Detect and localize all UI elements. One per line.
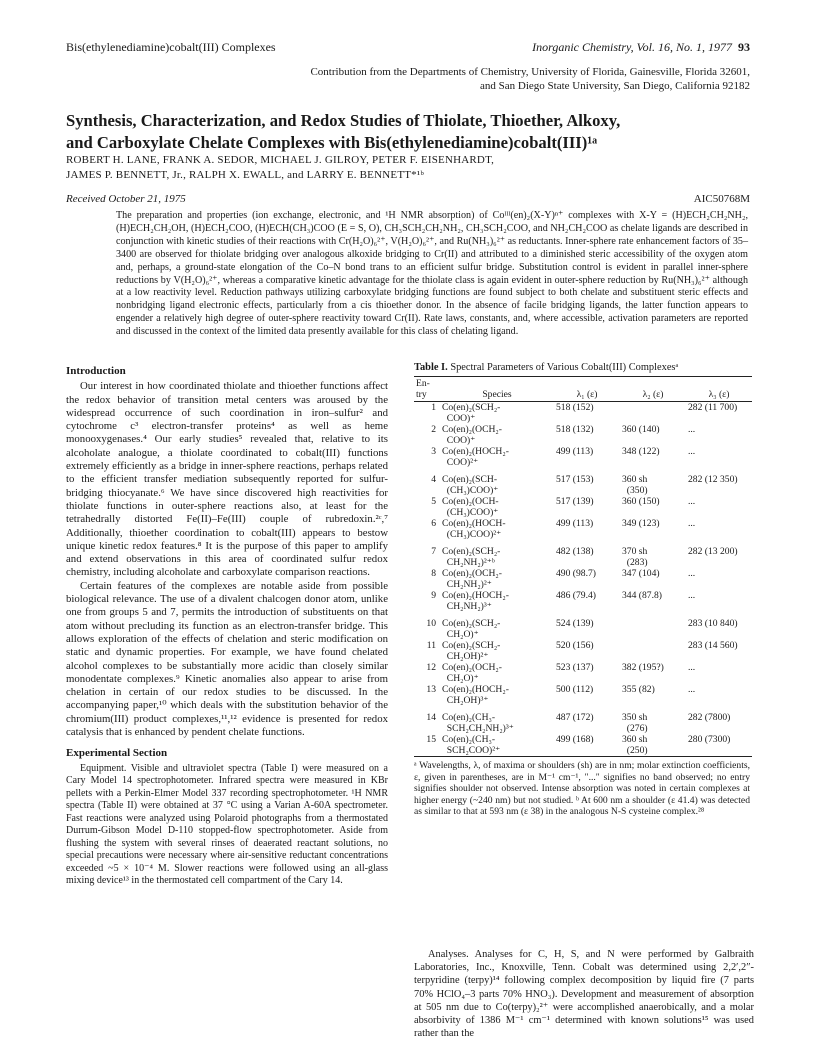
running-header <box>66 40 750 56</box>
lambda3-cell: ... <box>688 518 696 529</box>
lambda2-cell: 349 (123) <box>622 518 660 529</box>
journal-name: Inorganic Chemistry, Vol. 16, No. 1, 1977 <box>532 40 732 54</box>
intro-paragraph: Our interest in how coordinated thiolate and thioether functions affect the redox behavior of transition metal centers was aroused by the widespread occurrence of such coordination in iron–sulfur² and cytochrome c³ electron-transfer proteins⁴ as well as heme monooxygenases.⁴ Our early studies⁵ revealed that, relative to its alcoholate analogue, a thiolate coordinated to cobalt(III) functions extremely efficiently as a bridge in inner-sphere reactions, perhaps related to the efficient transfer mediation subsequently reported for sulfur-bridging thiocyanate.⁶ We have since discovered high reactivities for thiolate functions in outer-sphere reactions also, at least for the tetrahedrally distorted Fe(II)–Fe(III) couple of rubredoxin.²ᶜ,⁷ Additionally, thioether coordination to cobalt(III) appears to bestow unique kinetic redox features.⁸ It is the purpose of this paper to amplify and extend observations in this area of coordinated sulfur redox chemistry, including alcoholate and carboxylate comparison reactions. <box>66 380 388 579</box>
entry-number: 1 <box>431 402 436 413</box>
contribution-line: Contribution from the Departments of Chemistry, University of Florida, Gainesville, Florida 32601, <box>310 66 750 78</box>
lambda1-cell: 518 (132) <box>556 424 594 435</box>
table-label: Table I. <box>414 362 448 373</box>
equipment-paragraph: Equipment. Visible and ultraviolet spectra (Table I) were measured on a Cary Model 14 spectrophotometer. Infrared spectra were measured in KBr pellets with a Perkin-Elmer Model 337 recording spectrophotometer. ¹H NMR spectra (Table II) were obtained at 37 °C using a Varian A-60A spectrometer. Fast reactions were analyzed using Polaroid photographs from a thermostated Durrum-Gibson Model D-110 stopped-flow spectrophotometer. Aside from flushing the system with several rinses of deaerated reactant solutions, no special precautions were necessary where air-sensitive reductant concentrations exceeded ~5 × 10⁻⁴ M. Slower reactions were followed using an all-glass mixing device¹³ in the thermostated cell compartment of the Cary 14. <box>66 762 388 887</box>
table-row <box>414 446 752 468</box>
lambda1-cell: 499 (168) <box>556 734 594 745</box>
entry-number: 2 <box>431 424 436 435</box>
table-row <box>414 496 752 518</box>
author-line: JAMES P. BENNETT, Jr., RALPH X. EWALL, and LARRY E. BENNETT*¹ᵇ <box>66 169 424 181</box>
entry-number: 11 <box>426 640 436 651</box>
lambda2-cell <box>620 612 686 640</box>
table-caption-text: Spectral Parameters of Various Cobalt(III) Complexesᵃ <box>450 362 679 373</box>
entry-number: 7 <box>431 546 436 557</box>
lambda2-cell: 360 sh (250) <box>622 734 648 756</box>
table-row <box>414 590 752 612</box>
lambda2-cell <box>620 402 686 425</box>
contribution-line: and San Diego State University, San Diego, California 92182 <box>480 80 750 92</box>
entry-number: 3 <box>431 446 436 457</box>
table-row <box>414 424 752 446</box>
col-header-lambda3: λ₃ (ε) <box>708 389 730 400</box>
entry-number: 4 <box>431 474 436 485</box>
lambda3-cell: ... <box>688 446 696 457</box>
col-header-lambda1: λ₁ (ε) <box>576 389 598 400</box>
table-row <box>414 612 752 640</box>
table-row <box>414 640 752 662</box>
lambda1-cell: 486 (79.4) <box>556 590 596 601</box>
lambda3-cell: ... <box>688 684 696 695</box>
table-header-row <box>414 377 752 402</box>
table-row <box>414 518 752 540</box>
lambda3-cell: ... <box>688 590 696 601</box>
entry-number: 6 <box>431 518 436 529</box>
lambda2-cell: 344 (87.8) <box>622 590 662 601</box>
species-cell: Co(en)₂(SCH₂- COO)⁺ <box>442 402 501 424</box>
title-line: Synthesis, Characterization, and Redox Studies of Thiolate, Thioether, Alkoxy, <box>66 111 621 130</box>
col-header-lambda2: λ₂ (ε) <box>642 389 664 400</box>
lambda2-cell: 360 sh (350) <box>622 474 648 496</box>
author-list <box>66 153 756 183</box>
lambda2-cell: 355 (82) <box>622 684 655 695</box>
lambda1-cell: 499 (113) <box>556 518 594 529</box>
entry-number: 12 <box>426 662 436 673</box>
lambda1-cell: 500 (112) <box>556 684 594 695</box>
lambda1-cell: 524 (139) <box>556 618 594 629</box>
species-cell: Co(en)₂(OCH₂- CH₂NH₂)²⁺ <box>442 568 502 590</box>
lambda2-cell: 360 (150) <box>622 496 660 507</box>
lambda3-cell: 280 (7300) <box>688 734 731 745</box>
species-cell: Co(en)₂(HOCH- (CH₃)COO)²⁺ <box>442 518 506 540</box>
lambda3-cell: 282 (11 700) <box>688 402 738 413</box>
species-cell: Co(en)₂(SCH₂- CH₂O)⁺ <box>442 618 501 640</box>
running-title: Bis(ethylenediamine)cobalt(III) Complexes <box>66 40 276 54</box>
table-row <box>414 402 752 425</box>
lambda3-cell: ... <box>688 424 696 435</box>
species-cell: Co(en)₂(OCH₂- COO)⁺ <box>442 424 502 446</box>
intro-heading: Introduction <box>66 365 126 377</box>
journal-citation <box>532 40 750 55</box>
analyses-paragraph: Analyses. Analyses for C, H, S, and N were performed by Galbraith Laboratories, Inc., Knoxville, Tenn. Cobalt was determined using 2,2′,2″-terpyridine (terpy)¹⁴ following complex decomposition by liquid fire (7 parts 70% HClO₄–3 parts 70% HNO₃). Development and measurement of absorption at 505 nm due to Co(terpy)₂²⁺ were accomplished anaerobically, and a molar absorbivity of 1386 M⁻¹ cm⁻¹ determined with known solutions¹⁵ was used rather than the <box>414 949 754 1040</box>
lambda1-cell: 517 (153) <box>556 474 594 485</box>
lambda2-cell: 350 sh (276) <box>622 712 648 734</box>
species-cell: Co(en)₂(CH₃- SCH₂CH₂NH₂)³⁺ <box>442 712 514 734</box>
lambda2-cell: 382 (195?) <box>622 662 664 673</box>
lambda1-cell: 518 (152) <box>556 402 594 413</box>
entry-number: 13 <box>426 684 436 695</box>
lambda3-cell: 283 (14 560) <box>688 640 738 651</box>
entry-number: 14 <box>426 712 436 723</box>
lambda3-cell: 283 (10 840) <box>688 618 738 629</box>
entry-number: 15 <box>426 734 436 745</box>
title-line: and Carboxylate Chelate Complexes with Bis(ethylenediamine)cobalt(III)¹ᵃ <box>66 133 598 152</box>
species-cell: Co(en)₂(OCH₂- CH₂O)⁺ <box>442 662 502 684</box>
species-cell: Co(en)₂(OCH- (CH₃)COO)⁺ <box>442 496 499 518</box>
table-row <box>414 734 752 757</box>
species-cell: Co(en)₂(HOCH₂- COO)²⁺ <box>442 446 509 468</box>
abstract: The preparation and properties (ion exchange, electronic, and ¹H NMR absorption) of Coᴵᴵᴵ(en)₂(X-Y)ⁿ⁺ complexes with X-Y = (H)ECH₂CH₂NH₂, (H)ECH₂CH₂OH, (H)ECH₂COO, (H)ECH(CH₃)COO (E = S, O), CH₃SCH₂CH₂NH₂, CH₃SCH₂COO, and NH₂CH₂COO as chelate ligands are described in conjunction with kinetic studies of their reactions with Cr(H₂O)₆²⁺, V(H₂O)₆²⁺, and Ru(NH₃)₆²⁺ as reductants. Inner-sphere rate enhancement factors of 35–3400 are observed for thiolate bridging over analogous alkoxide bridging to Cr(II) and attributed to a diminished steric accessibility of the oxygen atom and, perhaps, a ground-state elongation of the Co–N bond trans to an efficient sulfur bridge. Substitution control is evident in parallel inner-sphere reductions by V(H₂O)₆²⁺, whereas a comparative kinetic advantage for the thiolate class is again evident in outer-sphere reduction by Ru(NH₃)₆²⁺ although at a low reactivity level. Reduction pathways utilizing carboxylate bridging functions are found subject to both chelate and substituent steric effects and nonbridging ligand electronic effects, particularly from a cis thioether donor. In the absence of facile bridging ligands, the latter function appears to engender a relatively high degree of outer-sphere reactivity toward Cr(II). Rate laws, constants, and, where accessible, activation parameters are reported and discussed in the context of the limited data presently available for this class of chelating ligand. <box>116 210 748 338</box>
species-cell: Co(en)₂(HOCH₂- CH₂NH₂)³⁺ <box>442 590 509 612</box>
species-cell: Co(en)₂(HOCH₂- CH₂OH)³⁺ <box>442 684 509 706</box>
table-row <box>414 540 752 568</box>
lambda2-cell <box>620 640 686 662</box>
table-row <box>414 662 752 684</box>
page-number: 93 <box>738 40 750 54</box>
entry-number: 5 <box>431 496 436 507</box>
lambda2-cell: 348 (122) <box>622 446 660 457</box>
lambda3-cell: ... <box>688 662 696 673</box>
table-body <box>414 402 752 757</box>
table-row <box>414 468 752 496</box>
species-cell: Co(en)₂(SCH₂- CH₂NH₂)²⁺ᵇ <box>442 546 501 568</box>
lambda1-cell: 487 (172) <box>556 712 594 723</box>
contribution-note <box>150 65 750 93</box>
lambda2-cell: 360 (140) <box>622 424 660 435</box>
table-row <box>414 684 752 706</box>
experimental-heading: Experimental Section <box>66 747 168 760</box>
left-column <box>66 365 388 888</box>
received-date: Received October 21, 1975 <box>66 193 186 205</box>
lambda1-cell: 499 (113) <box>556 446 594 457</box>
col-header-species: Species <box>482 389 512 400</box>
lambda3-cell: ... <box>688 568 696 579</box>
article-title <box>66 110 756 154</box>
table-row <box>414 706 752 734</box>
species-cell: Co(en)₂(CH₃- SCH₂COO)²⁺ <box>442 734 501 756</box>
entry-number: 9 <box>431 590 436 601</box>
author-line: ROBERT H. LANE, FRANK A. SEDOR, MICHAEL J. GILROY, PETER F. EISENHARDT, <box>66 154 495 166</box>
lambda1-cell: 520 (156) <box>556 640 594 651</box>
lambda1-cell: 482 (138) <box>556 546 594 557</box>
table-footnote: ᵃ Wavelengths, λ, of maxima or shoulders (sh) are in nm; molar extinction coefficients, ε, given in parentheses, are in M⁻¹ cm⁻¹, "..." signifies no band observed; no entry signifies shoulder not observed. Intense absorption was noted in certain complexes at higher energy (~240 nm) but not studied. ᵇ At 600 nm a shoulder (ε 41.4) was detected as similar to that at 593 nm (ε 38) in the analogous N-S cysteine complex.²⁸ <box>414 760 750 818</box>
lambda2-cell: 347 (104) <box>622 568 660 579</box>
lambda3-cell: 282 (12 350) <box>688 474 738 485</box>
lambda3-cell: 282 (13 200) <box>688 546 738 557</box>
lambda3-cell: ... <box>688 496 696 507</box>
lambda1-cell: 517 (139) <box>556 496 594 507</box>
table-1 <box>414 362 754 818</box>
species-cell: Co(en)₂(SCH₂- CH₂OH)²⁺ <box>442 640 501 662</box>
entry-number: 10 <box>426 618 436 629</box>
table-row <box>414 568 752 590</box>
lambda1-cell: 490 (98.7) <box>556 568 596 579</box>
analyses-section <box>414 948 754 1040</box>
species-cell: Co(en)₂(SCH- (CH₃)COO)⁺ <box>442 474 499 496</box>
entry-number: 8 <box>431 568 436 579</box>
col-header-entry: En- try <box>416 378 430 400</box>
lambda2-cell: 370 sh (283) <box>622 546 648 568</box>
lambda3-cell: 282 (7800) <box>688 712 731 723</box>
spectral-table <box>414 376 752 757</box>
table-caption <box>414 362 754 373</box>
aic-code: AIC50768M <box>693 193 750 205</box>
lambda1-cell: 523 (137) <box>556 662 594 673</box>
intro-paragraph: Certain features of the complexes are notable aside from possible biological relevance. The use of a divalent chalcogen donor atom, unlike one from groups 5 and 7, permits the introduction of substituents on that atom without precluding its function as an electron-transfer bridge. This allows exploration of the effects of chelation and steric modification on static and dynamic properties. For example, we have found chelated alcohol complexes to be substantially more acidic than closely similar monodentate complexes.⁹ Kinetic anomalies also appear to arise from chelation in certain of our redox studies to be discussed. In the accompanying paper,¹⁰ which deals with the substitution behavior of the chromium(III) product complexes,¹¹,¹² evidence is presented for redox catalysis that is enhanced by pendent chelate functions. <box>66 579 388 739</box>
